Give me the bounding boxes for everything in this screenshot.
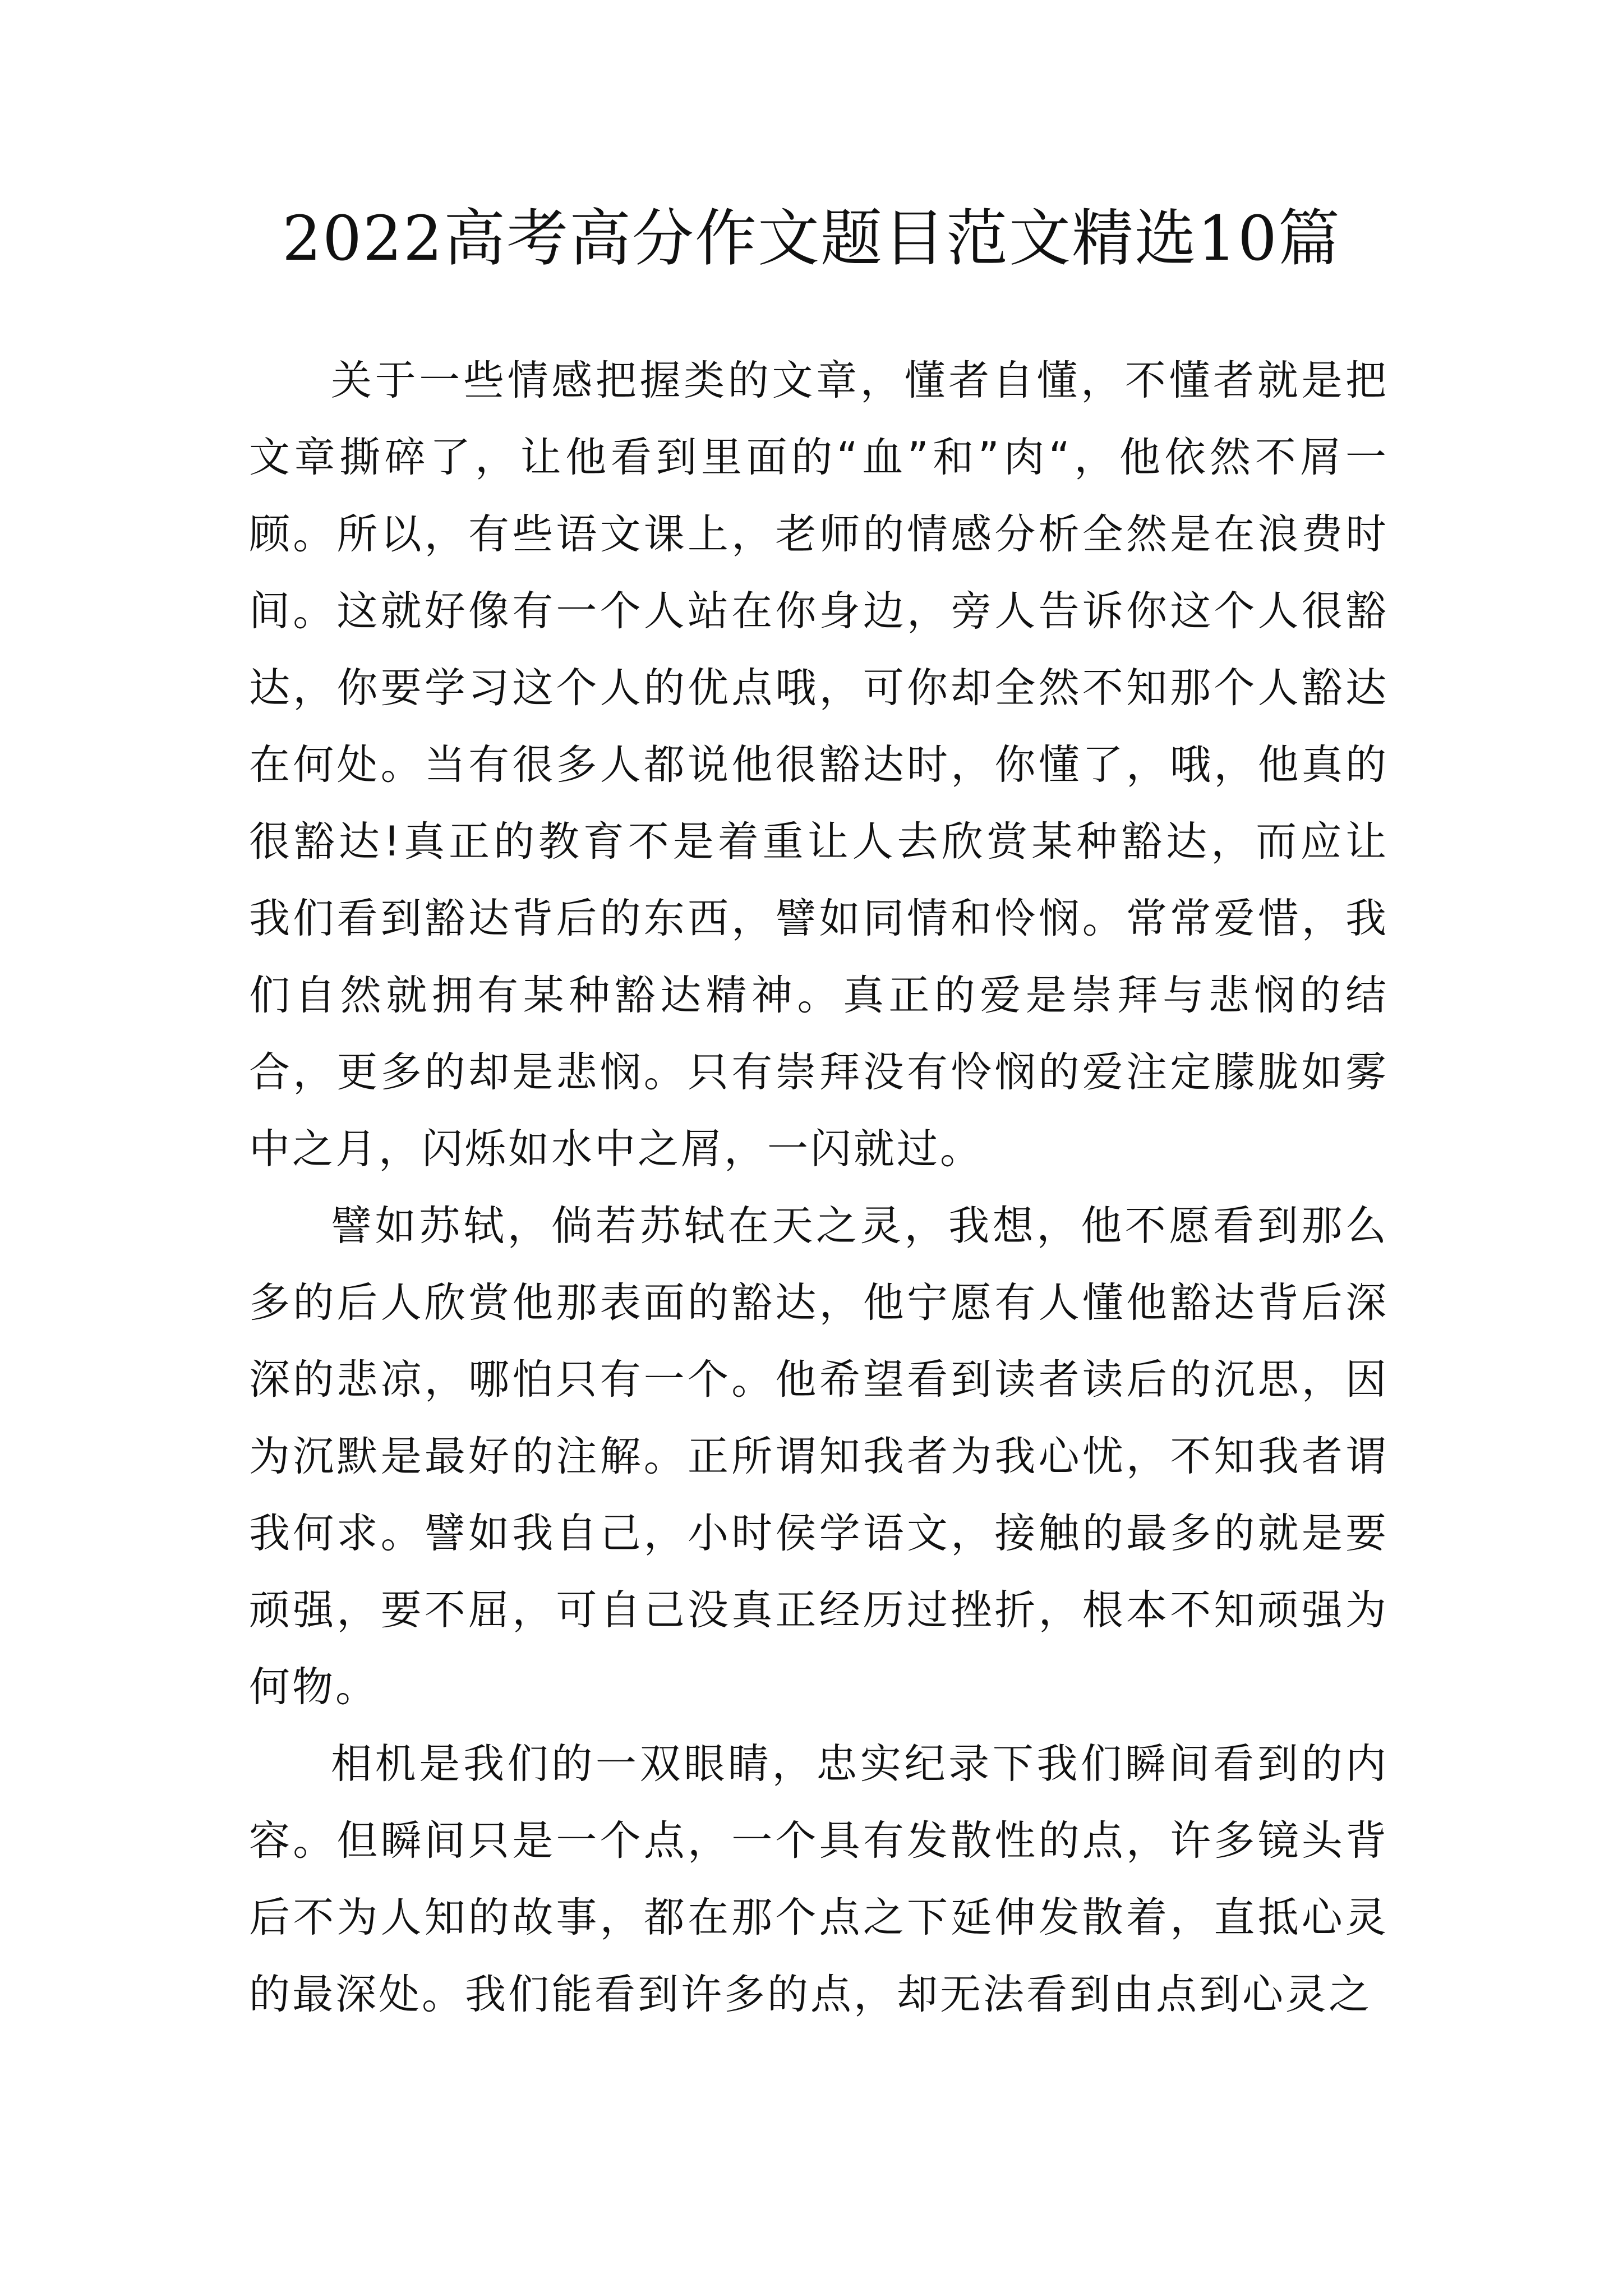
document-body <box>249 342 1389 2033</box>
paragraph-1: 关于一些情感把握类的文章，懂者自懂，不懂者就是把文章撕碎了，让他看到里面的“血”和”肉“，他依然不屑一顾。所以，有些语文课上，老师的情感分析全然是在浪费时间。这就好像有一个人站在你身边，旁人告诉你这个人很豁达，你要学习这个人的优点哦，可你却全然不知那个人豁达在何处。当有很多人都说他很豁达时，你懂了，哦，他真的很豁达!真正的教育不是着重让人去欣赏某种豁达，而应让我们看到豁达背后的东西，譬如同情和怜悯。常常爱惜，我们自然就拥有某种豁达精神。真正的爱是崇拜与悲悯的结合，更多的却是悲悯。只有崇拜没有怜悯的爱注定朦胧如雾中之月，闪烁如水中之屑，一闪就过。 <box>249 357 1389 1173</box>
document-title: 2022高考高分作文题目范文精选10篇 <box>282 203 1341 274</box>
paragraph-2: 譬如苏轼，倘若苏轼在天之灵，我想，他不愿看到那么多的后人欣赏他那表面的豁达，他宁愿有人懂他豁达背后深深的悲凉，哪怕只有一个。他希望看到读者读后的沉思，因为沉默是最好的注解。正所谓知我者为我心忧，不知我者谓我何求。譬如我自己，小时侯学语文，接触的最多的就是要顽强，要不屈，可自己没真正经历过挫折，根本不知顽强为何物。 <box>249 1202 1389 1711</box>
paragraph-3: 相机是我们的一双眼睛，忠实纪录下我们瞬间看到的内容。但瞬间只是一个点，一个具有发散性的点，许多镜头背后不为人知的故事，都在那个点之下延伸发散着，直抵心灵的最深处。我们能看到许多的点，却无法看到由点到心灵之 <box>249 1740 1389 2018</box>
